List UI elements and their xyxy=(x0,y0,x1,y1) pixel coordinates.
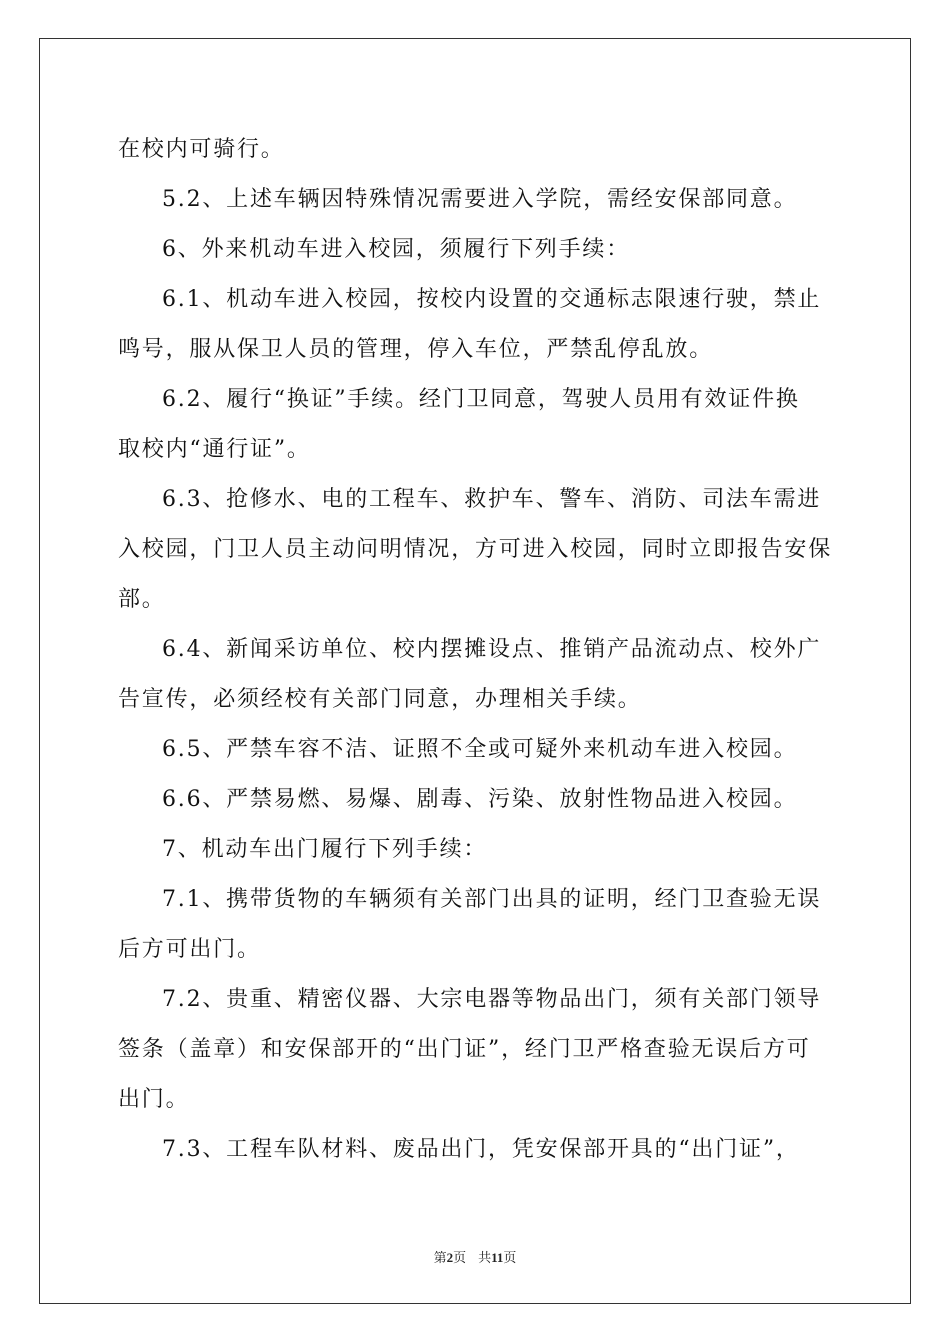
body-line: 6.6、严禁易燃、易爆、剧毒、污染、放射性物品进入校园。 xyxy=(162,787,798,812)
body-line: 告宣传，必须经校有关部门同意，办理相关手续。 xyxy=(118,687,642,712)
body-line: 7.2、贵重、精密仪器、大宗电器等物品出门，须有关部门领导 xyxy=(162,987,822,1012)
body-line: 签条（盖章）和安保部开的“出门证”，经门卫严格查验无误后方可 xyxy=(118,1037,811,1062)
footer-total-pages: 11 xyxy=(491,1250,504,1265)
document-page xyxy=(39,38,911,1304)
body-line: 在校内可骑行。 xyxy=(118,137,285,162)
body-line: 部。 xyxy=(118,587,166,612)
body-line: 鸣号，服从保卫人员的管理，停入车位，严禁乱停乱放。 xyxy=(118,337,714,362)
body-line: 5.2、上述车辆因特殊情况需要进入学院，需经安保部同意。 xyxy=(162,187,798,212)
footer-page-prefix: 第 xyxy=(433,1250,447,1265)
body-line: 出门。 xyxy=(118,1087,190,1112)
page-footer xyxy=(0,1247,950,1266)
body-line: 6.4、新闻采访单位、校内摆摊设点、推销产品流动点、校外广 xyxy=(162,637,822,662)
body-line: 6.1、机动车进入校园，按校内设置的交通标志限速行驶，禁止 xyxy=(162,287,822,312)
footer-total-suffix: 页 xyxy=(503,1250,517,1265)
body-line: 6、外来机动车进入校园，须履行下列手续： xyxy=(162,237,630,262)
body-line: 后方可出门。 xyxy=(118,937,261,962)
body-line: 入校园，门卫人员主动问明情况，方可进入校园，同时立即报告安保 xyxy=(118,537,833,562)
footer-page-suffix: 页 xyxy=(453,1250,467,1265)
body-line: 7、机动车出门履行下列手续： xyxy=(162,837,488,862)
body-line: 6.5、严禁车容不洁、证照不全或可疑外来机动车进入校园。 xyxy=(162,737,798,762)
footer-page-number: 2 xyxy=(446,1250,454,1265)
body-line: 6.3、抢修水、电的工程车、救护车、警车、消防、司法车需进 xyxy=(162,487,822,512)
footer-total-prefix: 共 xyxy=(478,1250,492,1265)
body-line: 7.1、携带货物的车辆须有关部门出具的证明，经门卫查验无误 xyxy=(162,887,822,912)
body-line: 7.3、工程车队材料、废品出门，凭安保部开具的“出门证”， xyxy=(162,1137,800,1162)
body-line: 取校内“通行证”。 xyxy=(118,437,311,462)
body-line: 6.2、履行“换证”手续。经门卫同意，驾驶人员用有效证件换 xyxy=(162,387,800,412)
